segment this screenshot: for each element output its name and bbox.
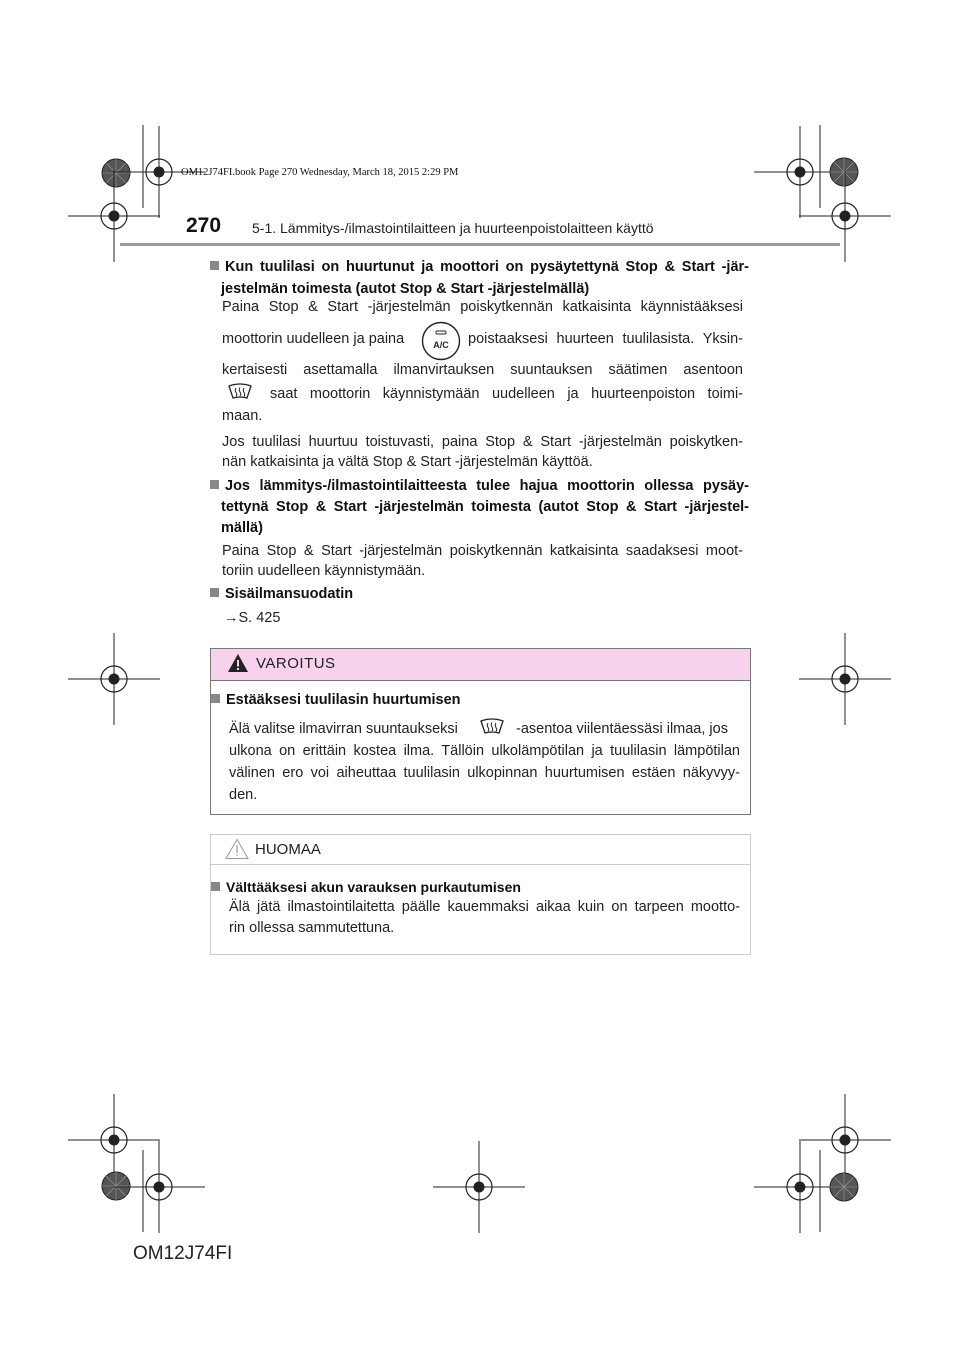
section1-heading: Kun tuulilasi on huurtunut ja moottori on pysäytettynä Stop & Start -jär- xyxy=(210,256,749,278)
warning-triangle-icon xyxy=(227,653,249,673)
s1-line4: saat moottorin käynnistymään uudelleen ja huurteenpoiston toimi- xyxy=(270,386,743,402)
s2-line2: toriin uudelleen käynnistymään. xyxy=(222,563,426,579)
section1-heading-cont: jestelmän toimesta (autot Stop & Start -järjestelmällä) xyxy=(221,281,590,297)
section2-heading-cont2: mällä) xyxy=(221,520,263,536)
s1-line2b: poistaaksesi huurteen tuulilasista. Yksin- xyxy=(468,331,743,347)
warning-header xyxy=(211,649,750,681)
bullet-square xyxy=(210,588,219,597)
s1-line1: Paina Stop & Start -järjestelmän poiskytkennän katkaisinta käynnistääksesi xyxy=(222,299,743,315)
windshield-defrost-icon xyxy=(477,715,507,741)
s1-p2-line1: Jos tuulilasi huurtuu toistuvasti, paina Stop & Start -järjestelmän poiskytken- xyxy=(222,434,743,450)
bullet-square xyxy=(211,694,220,703)
footer-code: OM12J74FI xyxy=(133,1243,233,1264)
s1-line5: maan. xyxy=(222,408,263,424)
warning-line3: välinen ero voi aiheuttaa tuulilasin ulkopinnan huurtumisen estäen näkyvyy- xyxy=(229,765,740,781)
warning-box xyxy=(210,648,751,815)
notice-line2: rin ollessa sammutettuna. xyxy=(229,920,395,936)
section2-heading-cont: tettynä Stop & Start -järjestelmän toimesta (autot Stop & Start -järjestel- xyxy=(221,499,749,515)
page-number: 270 xyxy=(186,214,222,237)
section2-heading: Jos lämmitys-/ilmastointilaitteesta tulee hajua moottorin ollessa pysäy- xyxy=(210,475,749,497)
page-reference: →S. 425 xyxy=(224,610,281,626)
warning-line1b: -asentoa viilentäessäsi ilmaa, jos xyxy=(516,721,728,737)
notice-title: HUOMAA xyxy=(255,841,321,858)
s1-line2: moottorin uudelleen ja paina xyxy=(222,331,405,347)
windshield-defrost-icon xyxy=(225,380,255,406)
ac-label: A/C xyxy=(433,340,449,350)
notice-header xyxy=(211,835,750,865)
bullet-square xyxy=(210,480,219,489)
warning-heading: Estääksesi tuulilasin huurtumisen xyxy=(211,689,741,711)
notice-heading: Välttääksesi akun varauksen purkautumisen xyxy=(211,876,521,898)
section3-heading: Sisäilmansuodatin xyxy=(210,583,353,605)
notice-box xyxy=(210,834,751,955)
notice-line1: Älä jätä ilmastointilaitetta päälle kauemmaksi aikaa kuin on tarpeen mootto- xyxy=(229,899,740,915)
s1-line3: kertaisesti asettamalla ilmanvirtauksen suuntauksen säätimen asentoon xyxy=(222,362,743,378)
s1-p2-line2: nän katkaisinta ja vältä Stop & Start -järjestelmän käyttöä. xyxy=(222,454,593,470)
ac-button-icon xyxy=(421,321,461,361)
header-rule xyxy=(120,243,840,246)
bullet-square xyxy=(210,261,219,270)
s2-line1: Paina Stop & Start -järjestelmän poiskytkennän katkaisinta saadaksesi moot- xyxy=(222,543,743,559)
bullet-square xyxy=(211,882,220,891)
section-title: 5-1. Lämmitys-/ilmastointilaitteen ja huurteenpoistolaitteen käyttö xyxy=(252,220,654,236)
warning-title: VAROITUS xyxy=(256,655,336,672)
print-info: OM12J74FI.book Page 270 Wednesday, March 18, 2015 2:29 PM xyxy=(181,167,459,178)
warning-line1a: Älä valitse ilmavirran suuntaukseksi xyxy=(229,721,458,737)
warning-line2: ulkona on erittäin kostea ilma. Tällöin ulkolämpötilan ja tuulilasin lämpötilan xyxy=(229,743,740,759)
caution-triangle-icon xyxy=(225,838,249,860)
warning-line4: den. xyxy=(229,787,258,803)
